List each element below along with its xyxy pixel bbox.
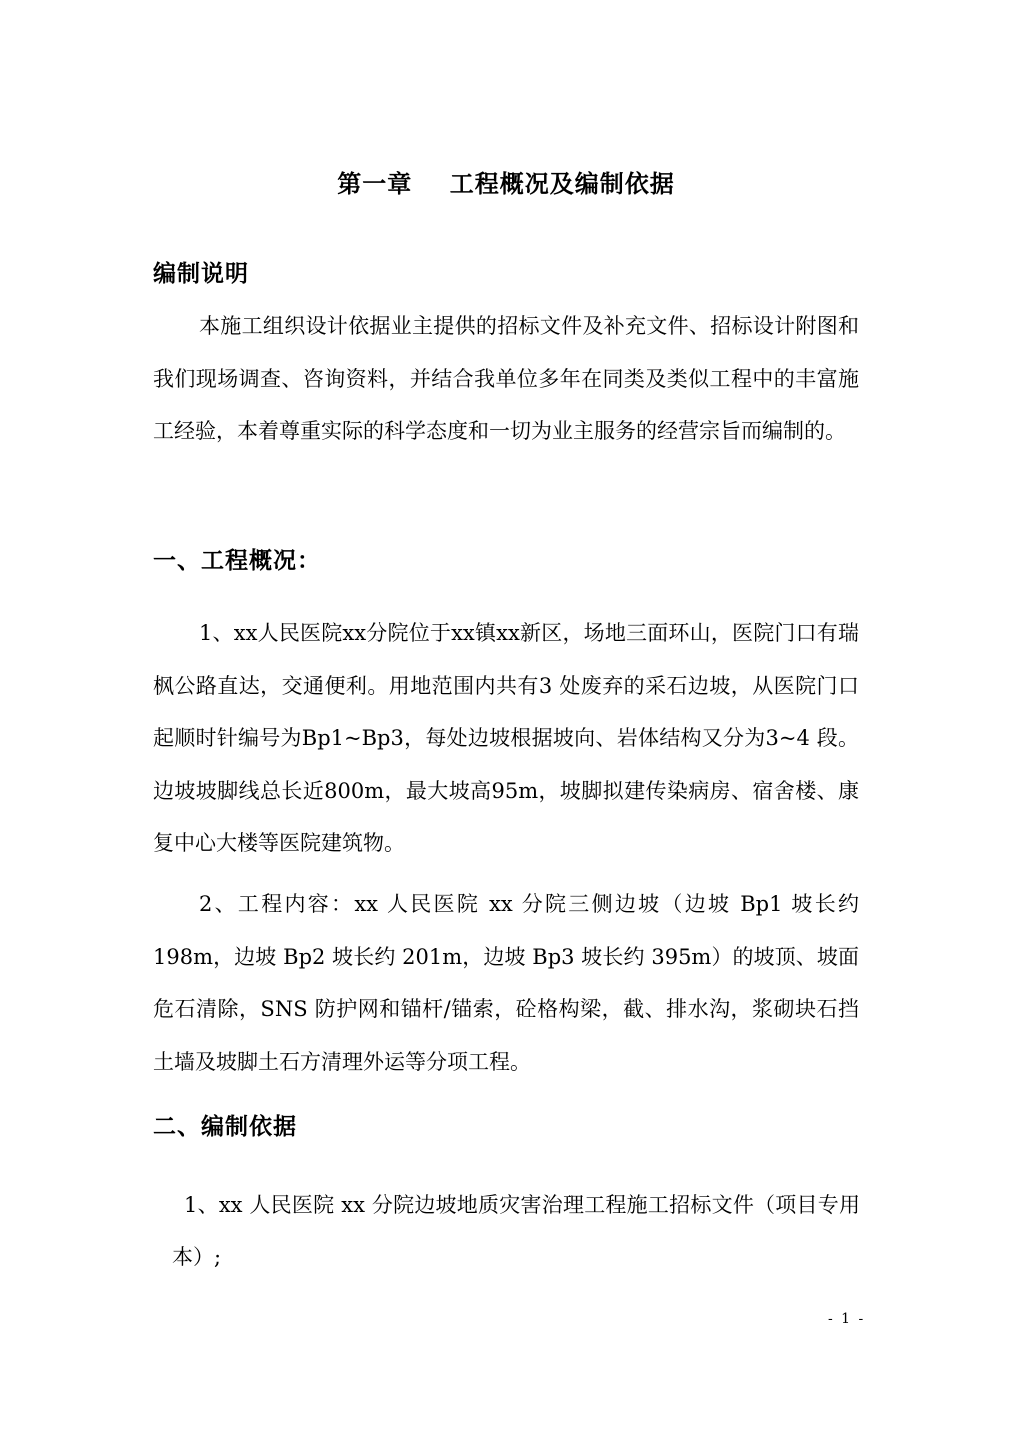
- chapter-title: 第一章 工程概况及编制依据: [337, 170, 675, 198]
- overview-paragraph-1: 1、xx人民医院xx分院位于xx镇xx新区，场地三面环山，医院门口有瑞枫公路直达，交通便利。用地范围内共有3 处废弃的采石边坡，从医院门口起顺时针编号为Bp1~Bp3，每处边坡根据坡向、岩体结构又分为3~4 段。边坡坡脚线总长近800m，最大坡高95m，坡脚拟建传染病房、宿舍楼、康复中心大楼等医院建筑物。: [153, 621, 859, 855]
- compile-note-paragraph: 本施工组织设计依据业主提供的招标文件及补充文件、招标设计附图和我们现场调查、咨询资料，并结合我单位多年在同类及类似工程中的丰富施工经验，本着尊重实际的科学态度和一切为业主服务的经营宗旨而编制的。: [153, 314, 859, 443]
- overview-heading: 一、工程概况：: [153, 548, 321, 574]
- overview-paragraph-2: 2、工程内容：xx 人民医院 xx 分院三侧边坡（边坡 Bp1 坡长约198m，边坡 Bp2 坡长约 201m，边坡 Bp3 坡长约 395m）的坡顶、坡面危石清除，SNS 防护网和锚杆/锚索，砼格构梁，截、排水沟，浆砌块石挡土墙及坡脚土石方清理外运等分项工程。: [153, 892, 859, 1074]
- basis-heading: 二、编制依据: [153, 1114, 297, 1140]
- basis-item-1: 1、xx 人民医院 xx 分院边坡地质灾害治理工程施工招标文件（项目专用本）;: [172, 1193, 860, 1269]
- compile-note-heading: 编制说明: [153, 261, 249, 287]
- page-number: - 1 -: [828, 1311, 866, 1327]
